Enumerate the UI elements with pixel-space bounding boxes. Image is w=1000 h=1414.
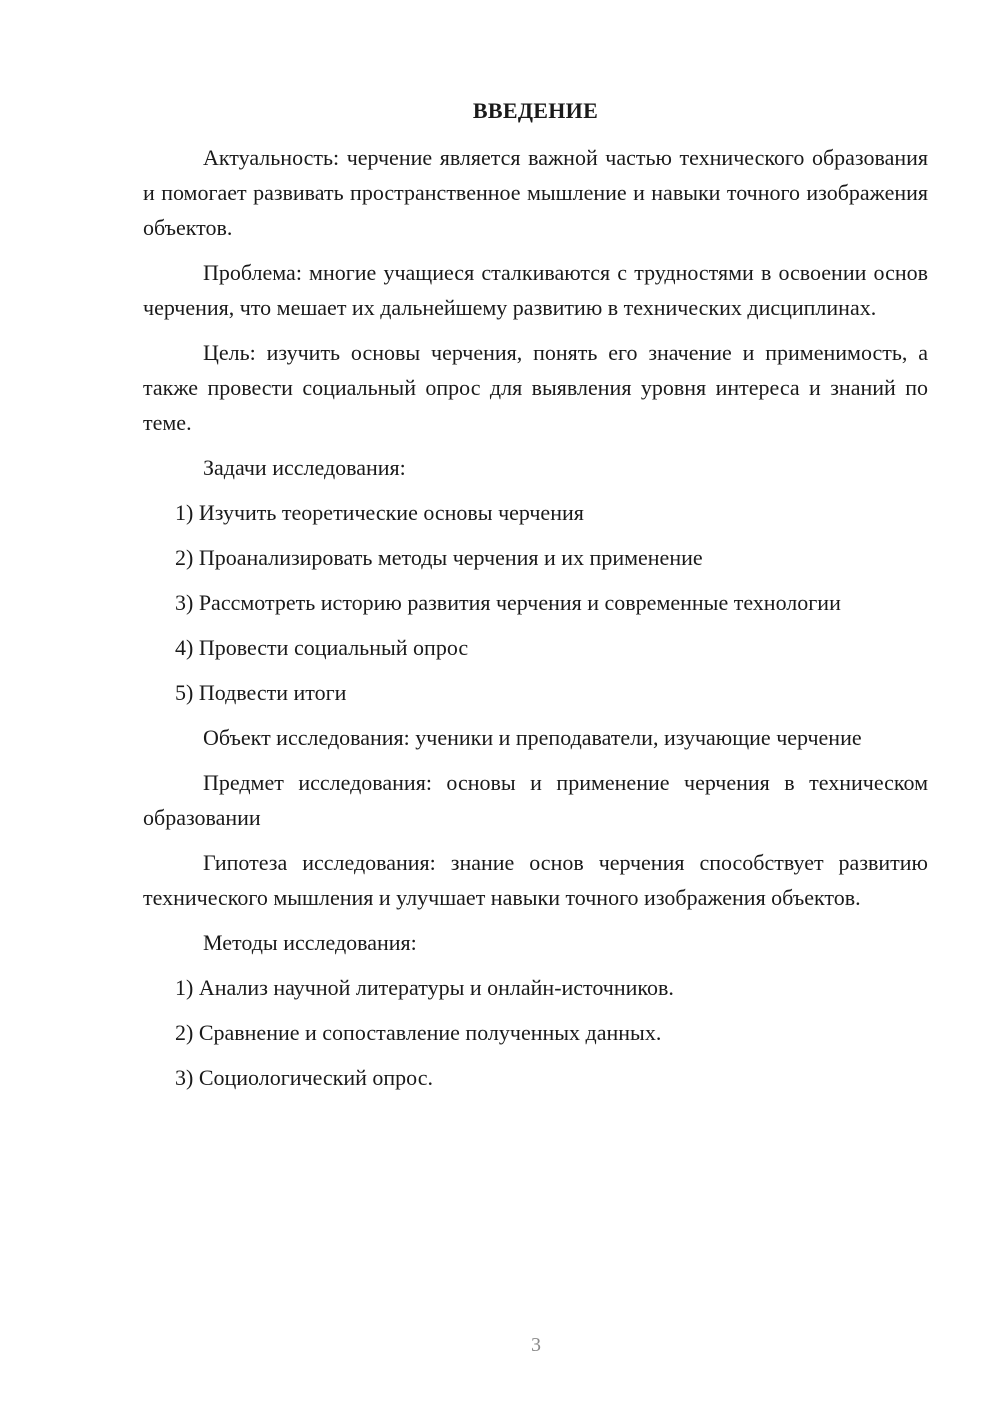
list-item: 4) Провести социальный опрос	[175, 635, 469, 660]
object-paragraph: Объект исследования: ученики и преподаватели, изучающие черчение	[203, 725, 862, 750]
tasks-heading: Задачи исследования:	[203, 455, 406, 480]
list-item: 2) Проанализировать методы черчения и их применение	[175, 545, 703, 570]
relevance-paragraph: Актуальность: черчение является важной частью технического образования и помогает развивать пространственное мышление и навыки точного изображения объектов.	[143, 145, 928, 240]
list-item: 2) Сравнение и сопоставление полученных данных.	[175, 1020, 662, 1045]
methods-heading: Методы исследования:	[203, 930, 417, 955]
hypothesis-paragraph: Гипотеза исследования: знание основ черчения способствует развитию технического мышления и улучшает навыки точного изображения объектов.	[143, 850, 928, 910]
page-number: 3	[531, 1334, 541, 1356]
list-item: 1) Изучить теоретические основы черчения	[175, 500, 584, 525]
list-item: 5) Подвести итоги	[175, 680, 347, 705]
list-item: 1) Анализ научной литературы и онлайн-источников.	[175, 975, 674, 1000]
list-item: 3) Социологический опрос.	[175, 1065, 433, 1090]
goal-paragraph: Цель: изучить основы черчения, понять его значение и применимость, а также провести социальный опрос для выявления уровня интереса и знаний по теме.	[143, 340, 928, 435]
list-item: 3) Рассмотреть историю развития черчения и современные технологии	[175, 590, 841, 615]
tasks-list	[143, 495, 928, 710]
page-title: ВВЕДЕНИЕ	[472, 98, 599, 123]
subject-paragraph: Предмет исследования: основы и применение черчения в техническом образовании	[143, 770, 928, 830]
methods-list	[143, 970, 928, 1095]
document-page	[143, 96, 928, 1105]
problem-paragraph: Проблема: многие учащиеся сталкиваются с трудностями в освоении основ черчения, что мешает их дальнейшему развитию в технических дисциплинах.	[143, 260, 928, 320]
